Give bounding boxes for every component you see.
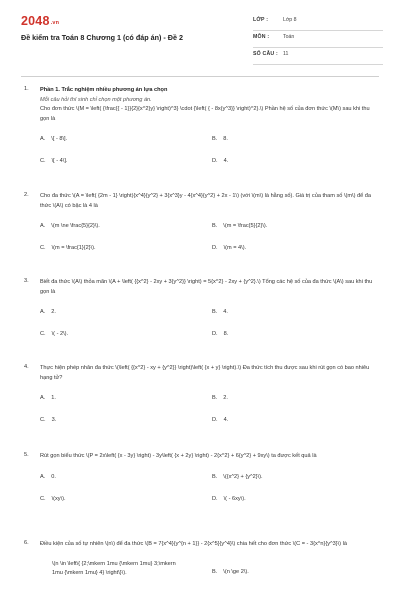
- meta-value: Toán: [283, 34, 295, 40]
- question-number: 2.: [24, 192, 29, 198]
- question-body: [40, 278, 376, 297]
- option-text: \( - 2\).: [51, 331, 69, 338]
- options-row: [40, 158, 400, 174]
- option-d[interactable]: [212, 245, 246, 251]
- question-body: [40, 192, 376, 211]
- option-text: \({x^2} + {y^2}\).: [223, 473, 263, 480]
- option-label: C.: [40, 331, 46, 338]
- option-text: 8.: [223, 136, 228, 143]
- question-text: Biết đa thức \(A\) thỏa mãn \(A + \left( {{x^2} - 2xy + 3{y^2}} \right) = 5{x^2} - 2xy + {y^2}.\) Tổng các hệ số của đa thức \(A\) sau khi thu gọn là: [40, 279, 373, 295]
- question-4: [0, 364, 400, 450]
- question-text: Cho đơn thức \(M = \left( {\frac{{ - 1}}{2}{x^2}y} \right)^3} \cdot {\left( { - 8x{y^3}} \right)^2}.\) Phần hệ số của đơn thức \(M\) sau khi thu gọn là: [40, 106, 370, 122]
- option-b[interactable]: [212, 136, 228, 142]
- question-number: 5.: [24, 452, 29, 458]
- meta-row-count: [253, 48, 383, 65]
- option-label: D.: [212, 158, 218, 165]
- option-c[interactable]: [40, 158, 67, 164]
- options-row: [40, 136, 400, 152]
- question-body: [40, 364, 376, 383]
- question-5: [0, 452, 400, 538]
- option-a[interactable]: [40, 223, 100, 229]
- section-note: Mỗi câu hỏi thí sinh chỉ chọn một phương án.: [40, 96, 152, 103]
- question-text: Rút gọn biểu thức \(P = 2x\left( {x - 3y} \right) - 3y\left( {x + 2y} \right) - 2{x^2} + 6{y^2} + 9xy\) ta được kết quả là: [40, 453, 317, 459]
- question-number: 6.: [24, 540, 29, 546]
- option-text: \(m = 4\).: [223, 245, 247, 252]
- option-d[interactable]: [212, 496, 246, 502]
- question-6: [0, 540, 400, 592]
- options-row: [40, 417, 400, 433]
- option-label: B.: [212, 309, 218, 316]
- option-label: D.: [212, 245, 218, 252]
- option-label: A.: [40, 395, 46, 402]
- option-text: \(xy\).: [51, 495, 66, 502]
- options-row: [40, 245, 400, 261]
- option-label: D.: [212, 495, 218, 502]
- question-body: [40, 452, 376, 462]
- option-a[interactable]: \(n \in \left\{ {2;\mkern 1mu {\mkern 1mu} 3;\mkern 1mu {\mkern 1mu} 4} \right\}\).: [52, 560, 176, 577]
- option-d[interactable]: [212, 331, 228, 337]
- option-label: A.: [40, 136, 46, 143]
- option-text: 2.: [223, 395, 228, 402]
- question-list: [0, 86, 400, 592]
- section-title: Phần 1. Trắc nghiệm nhiều phương án lựa chọn: [40, 87, 168, 93]
- option-text: 2.: [51, 309, 56, 316]
- meta-key: SỐ CÂU :: [253, 51, 278, 57]
- option-label: D.: [212, 417, 218, 424]
- question-number: 3.: [24, 278, 29, 284]
- option-a[interactable]: [40, 136, 67, 142]
- question-number: 4.: [24, 364, 29, 370]
- options-row: [40, 395, 400, 411]
- question-text: Cho đa thức \(A = \left( {2m - 1} \right){x^4}{y^2} + 3{x^3}y - 4{x^4}{y^2} + 2x - 1\) (với \(m\) là hằng số). Giá trị của tham số \(m\) để đa thức \(A\) có bậc là 4 là: [40, 193, 371, 209]
- options-row: [40, 496, 400, 512]
- page-title: Đề kiểm tra Toán 8 Chương 1 (có đáp án) - Đề 2: [21, 33, 183, 42]
- question-2: [0, 192, 400, 274]
- option-label: C.: [40, 417, 46, 424]
- option-text: \(n \ge 2\).: [223, 568, 249, 575]
- option-label: A.: [40, 223, 46, 230]
- option-text: \[ - 4\].: [51, 158, 68, 165]
- question-text: Điều kiện của số tự nhiên \(n\) để đa thức \(B = 7{x^4}{y^{n + 1}} - 2{x^5}{y^4}\) chia hết cho đơn thức \(C = - 3{x^n}{y^3}\) là: [40, 541, 347, 547]
- option-c[interactable]: [40, 331, 68, 337]
- option-a[interactable]: [40, 474, 56, 480]
- logo-main: 2048: [21, 14, 50, 28]
- option-text: \(m = \frac{5}{2}\).: [223, 223, 268, 230]
- options-row: [52, 560, 400, 592]
- options-row: [40, 309, 400, 325]
- meta-row-subject: [253, 31, 383, 48]
- option-label: B.: [212, 568, 218, 575]
- option-label: C.: [40, 158, 46, 165]
- option-label: B.: [212, 395, 218, 402]
- question-body: [40, 540, 376, 550]
- option-b[interactable]: [212, 395, 228, 401]
- meta-value: Lớp 8: [283, 17, 297, 23]
- option-c[interactable]: [40, 417, 56, 423]
- option-a[interactable]: [40, 309, 56, 315]
- option-d[interactable]: [212, 158, 228, 164]
- option-c[interactable]: [40, 496, 66, 502]
- option-b[interactable]: [212, 223, 267, 229]
- option-d[interactable]: [212, 417, 228, 423]
- option-text: \( - 6xy\).: [223, 495, 246, 502]
- option-label: B.: [212, 473, 218, 480]
- option-c[interactable]: [40, 245, 96, 251]
- logo-suffix: .vn: [50, 20, 60, 26]
- option-text: 3.: [51, 417, 57, 424]
- option-label: A.: [40, 473, 46, 480]
- option-text: 4.: [223, 309, 228, 316]
- option-label: C.: [40, 245, 46, 252]
- question-body: [40, 86, 376, 124]
- meta-value: 11: [283, 51, 289, 57]
- header: [0, 0, 400, 68]
- meta-key: MÔN :: [253, 34, 270, 40]
- option-text: \(m \ne \frac{5}{2}\).: [51, 223, 100, 230]
- option-b[interactable]: [212, 309, 228, 315]
- options-row: [40, 474, 400, 490]
- header-divider: [21, 76, 379, 77]
- option-text: 1.: [51, 395, 56, 402]
- meta-key: LỚP :: [253, 17, 269, 23]
- meta-table: [253, 14, 383, 65]
- option-text: \(m = \frac{1}{2}\).: [51, 245, 96, 252]
- option-text: 8.: [223, 331, 229, 338]
- option-text: \[ - 8\].: [51, 136, 68, 143]
- option-text: 4.: [223, 158, 229, 165]
- option-label: D.: [212, 331, 218, 338]
- question-3: [0, 278, 400, 362]
- option-text: 0.: [51, 473, 56, 480]
- option-a[interactable]: [40, 395, 56, 401]
- option-label: C.: [40, 495, 46, 502]
- question-1: [0, 86, 400, 182]
- question-number: 1.: [24, 86, 29, 92]
- meta-row-class: [253, 14, 383, 31]
- options-row: [40, 223, 400, 239]
- option-label: B.: [212, 223, 218, 230]
- options-row: [40, 331, 400, 347]
- question-text: Thực hiện phép nhân đa thức \(\left( {{x^2} - xy + {y^2}} \right)\left( {x + y} \right).\) Đa thức tích thu được sau khi rút gọn có bao nhiêu hạng tử?: [40, 365, 370, 381]
- option-b[interactable]: [212, 474, 263, 480]
- option-label: A.: [40, 309, 46, 316]
- option-label: B.: [212, 136, 218, 143]
- site-logo[interactable]: [21, 14, 59, 28]
- option-text: 4.: [223, 417, 229, 424]
- option-b[interactable]: [212, 569, 249, 575]
